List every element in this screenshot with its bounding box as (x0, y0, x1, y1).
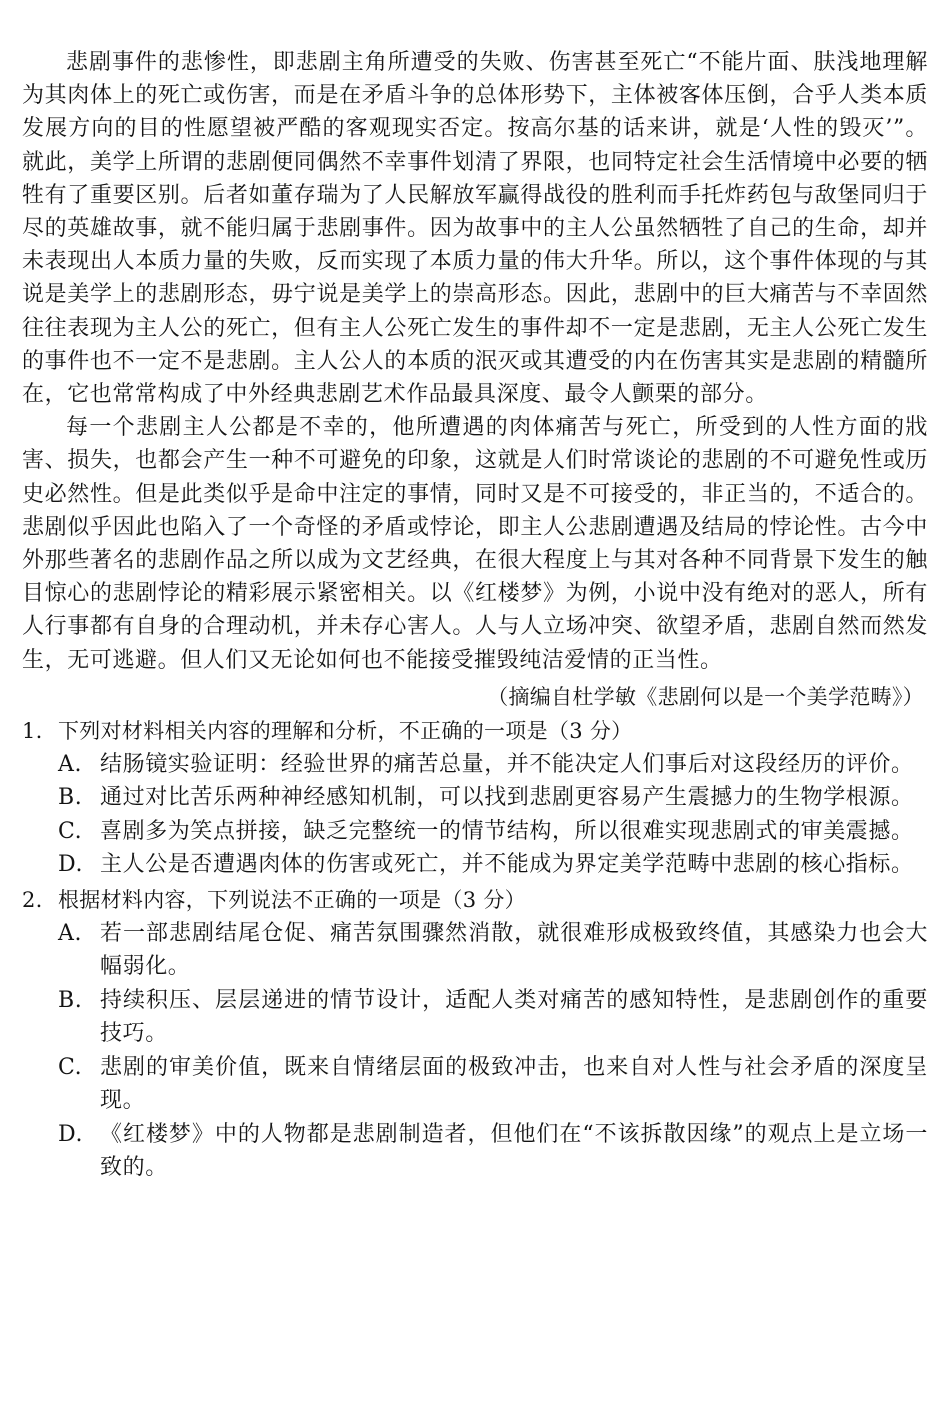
option-a[interactable] (22, 917, 928, 984)
option-letter: C. (58, 818, 83, 844)
question-number: 2. (22, 887, 43, 912)
passage-paragraph-1: 悲剧事件的悲惨性，即悲剧主角所遭受的失败、伤害甚至死亡“不能片面、肤浅地理解为其肉体上的死亡或伤害，而是在矛盾斗争的总体形势下，主体被客体压倒，合乎人类本质发展方向的目的性愿望被严酷的客观现实否定。按高尔基的话来讲，就是‘人性的毁灭’”。就此，美学上所谓的悲剧便同偶然不幸事件划清了界限，也同特定社会生活情境中必要的牺牲有了重要区别。后者如董存瑞为了人民解放军赢得战役的胜利而手托炸药包与敌堡同归于尽的英雄故事，就不能归属于悲剧事件。因为故事中的主人公虽然牺牲了自己的生命，却并未表现出人本质力量的失败，反而实现了本质力量的伟大升华。所以，这个事件体现的与其说是美学上的悲剧形态，毋宁说是美学上的崇高形态。因此，悲剧中的巨大痛苦与不幸固然往往表现为主人公的死亡，但有主人公死亡发生的事件却不一定是悲剧，无主人公死亡发生的事件也不一定不是悲剧。主人公人的本质的泯灭或其遭受的内在伤害其实是悲剧的精髓所在，它也常常构成了中外经典悲剧艺术作品最具深度、最令人颤栗的部分。 (22, 50, 928, 408)
option-text: 《红楼梦》中的人物都是悲剧制造者，但他们在“不该拆散因缘”的观点上是立场一致的。 (100, 1121, 928, 1181)
question-number: 1. (22, 718, 43, 743)
option-letter: C. (58, 1054, 83, 1080)
question-text: 根据材料内容，下列说法不正确的一项是（3 分） (58, 887, 526, 912)
option-b[interactable] (22, 984, 928, 1051)
question-2 (22, 884, 928, 1185)
option-letter: D. (58, 852, 84, 878)
option-text: 若一部悲剧结尾仓促、痛苦氛围骤然消散，就很难形成极致终值，其感染力也会大幅弱化。 (100, 920, 928, 980)
option-text: 结肠镜实验证明：经验世界的痛苦总量，并不能决定人们事后对这段经历的评价。 (100, 751, 914, 777)
option-c[interactable] (22, 815, 928, 849)
question-stem (22, 884, 928, 917)
passage-source: （摘编自杜学敏《悲剧何以是一个美学范畴》） (487, 684, 924, 709)
reading-passage (22, 46, 928, 713)
option-letter: B. (58, 785, 83, 811)
option-text: 悲剧的审美价值，既来自情绪层面的极致冲击，也来自对人性与社会矛盾的深度呈现。 (100, 1054, 928, 1114)
option-d[interactable] (22, 848, 928, 882)
option-letter: D. (58, 1121, 84, 1147)
option-a[interactable] (22, 748, 928, 782)
question-stem (22, 715, 928, 748)
option-letter: B. (58, 987, 83, 1013)
option-text: 通过对比苦乐两种神经感知机制，可以找到悲剧更容易产生震撼力的生物学根源。 (100, 785, 914, 811)
option-d[interactable] (22, 1118, 928, 1185)
question-text: 下列对材料相关内容的理解和分析，不正确的一项是（3 分） (58, 718, 633, 743)
question-1 (22, 715, 928, 882)
option-c[interactable] (22, 1051, 928, 1118)
option-text: 喜剧多为笑点拼接，缺乏完整统一的情节结构，所以很难实现悲剧式的审美震撼。 (100, 818, 914, 844)
option-letter: A. (58, 751, 83, 777)
option-text: 主人公是否遭遇肉体的伤害或死亡，并不能成为界定美学范畴中悲剧的核心指标。 (100, 852, 914, 878)
option-b[interactable] (22, 781, 928, 815)
passage-paragraph-2: 每一个悲剧主人公都是不幸的，他所遭遇的肉体痛苦与死亡，所受到的人性方面的戕害、损失，也都会产生一种不可避免的印象，这就是人们时常谈论的悲剧的不可避免性或历史必然性。但是此类似乎是命中注定的事情，同时又是不可接受的，非正当的，不适合的。悲剧似乎因此也陷入了一个奇怪的矛盾或悖论，即主人公悲剧遭遇及结局的悖论性。古今中外那些著名的悲剧作品之所以成为文艺经典，在很大程度上与其对各种不同背景下发生的触目惊心的悲剧悖论的精彩展示紧密相关。以《红楼梦》为例，小说中没有绝对的恶人，所有人行事都有自身的合理动机，并未存心害人。人与人立场冲突、欲望矛盾，悲剧自然而然发生，无可逃避。但人们又无论如何也不能接受摧毁纯洁爱情的正当性。 (22, 415, 928, 673)
option-letter: A. (58, 920, 83, 946)
option-text: 持续积压、层层递进的情节设计，适配人类对痛苦的感知特性，是悲剧创作的重要技巧。 (100, 987, 928, 1047)
